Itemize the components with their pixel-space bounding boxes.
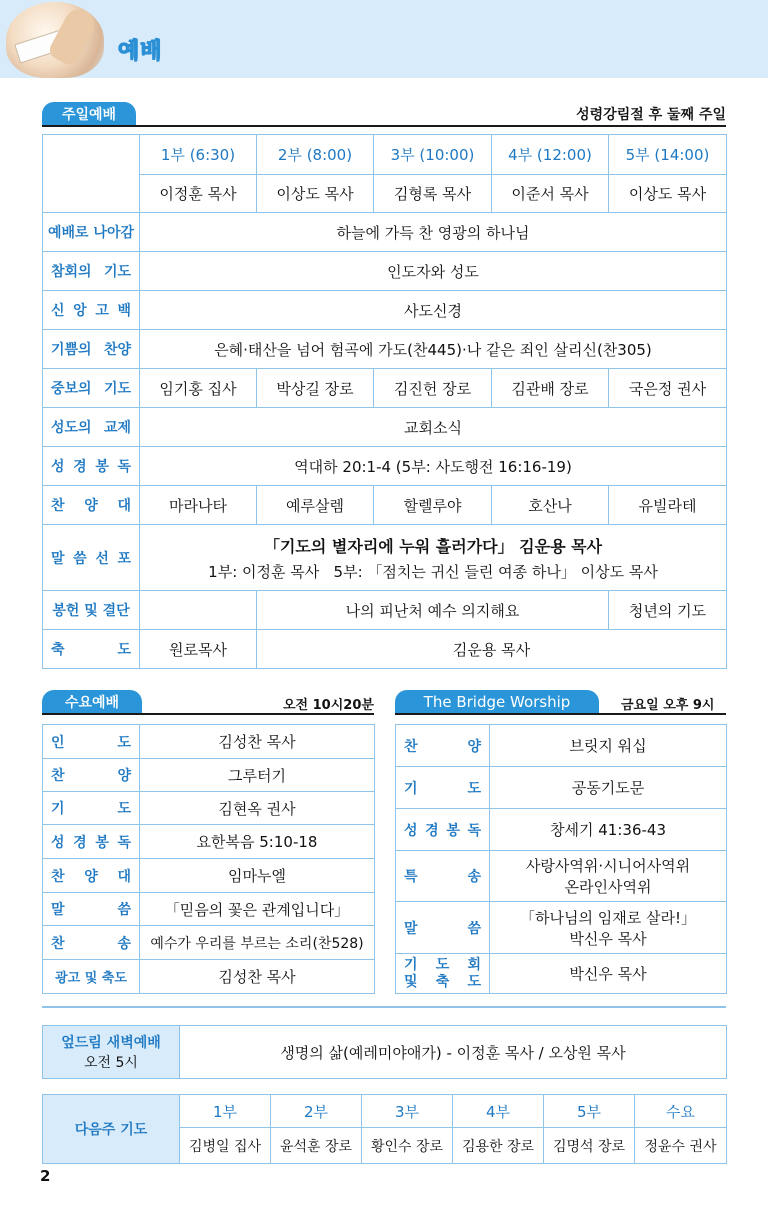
- row-label: 찬 송: [43, 926, 140, 960]
- row-label: 말 씀: [396, 902, 490, 954]
- row-value: 「믿음의 꽃은 관계입니다」: [140, 893, 375, 926]
- nextweek-label: 다음주 기도: [43, 1095, 180, 1164]
- service-header: 2부 (8:00): [257, 135, 374, 175]
- wednesday-table: [42, 724, 375, 994]
- joy-hymn-value: 은혜·태산을 넘어 험곡에 가도(찬445)·나 같은 죄인 살리신(찬305): [140, 330, 727, 369]
- row-label: 찬 양: [396, 725, 490, 767]
- row-label: 봉헌 및 결단: [43, 591, 140, 630]
- row-label: 기 도: [43, 792, 140, 825]
- nextweek-name: 황인수 장로: [362, 1128, 453, 1164]
- intercession-value: 박상길 장로: [257, 369, 374, 408]
- row-label: 기 도 회: [404, 956, 481, 973]
- row-label: 및 축 도: [404, 973, 481, 990]
- wednesday-time: 오전 10시20분: [283, 698, 374, 713]
- offering-value-5: 청년의 기도: [609, 591, 727, 630]
- row-label: 찬 양 대: [43, 859, 140, 893]
- bridge-tab: The Bridge Worship: [395, 690, 599, 714]
- nextweek-header: 1부: [180, 1095, 271, 1128]
- row-label: 광고 및 축도: [43, 960, 140, 994]
- bridge-table: [395, 724, 727, 994]
- nextweek-name: 김병일 집사: [180, 1128, 271, 1164]
- nextweek-header: 5부: [544, 1095, 635, 1128]
- row-value: 「하나님의 임재로 살라!」: [520, 908, 696, 927]
- sermon-subtitle: 1부: 이정훈 목사 5부: 「점치는 귀신 들린 여종 하나」 이상도 목사: [208, 562, 658, 581]
- row-label: 성 경 봉 독: [43, 447, 140, 486]
- scripture-value: 역대하 20:1-4 (5부: 사도행전 16:16-19): [140, 447, 727, 486]
- row-label: 말 씀: [43, 893, 140, 926]
- row-label: 성 경 봉 독: [43, 825, 140, 859]
- service-header: 5부 (14:00): [609, 135, 727, 175]
- sermon-title: 「기도의 별자리에 누워 흘러가다」 김운용 목사: [263, 536, 603, 556]
- choir-value: 유빌라테: [609, 486, 727, 525]
- row-value: 공동기도문: [490, 767, 727, 809]
- row-value: 온라인사역위: [564, 878, 652, 896]
- row-label: 축 도: [43, 630, 140, 669]
- praying-hands-icon: [47, 4, 100, 68]
- creed-value: 사도신경: [140, 291, 727, 330]
- benediction-value: 김운용 목사: [257, 630, 727, 669]
- row-label: 기 도: [396, 767, 490, 809]
- nextweek-header: 2부: [271, 1095, 362, 1128]
- sunday-tab: 주일예배: [42, 102, 136, 126]
- row-label: 찬 양: [43, 759, 140, 792]
- praying-hands-bible-image: [6, 2, 104, 78]
- bridge-tab-underline: [395, 713, 726, 715]
- row-value: 김성찬 목사: [140, 960, 375, 994]
- row-value: 박신우 목사: [569, 929, 647, 948]
- intercession-value: 국은정 권사: [609, 369, 727, 408]
- row-label: 인 도: [43, 725, 140, 759]
- sunday-subtitle: 성령강림절 후 둘째 주일: [576, 107, 726, 123]
- sunday-service-table: [42, 134, 727, 669]
- dawn-label-cell: [43, 1026, 180, 1079]
- nextweek-table: [42, 1094, 727, 1164]
- row-value: 박신우 목사: [490, 954, 727, 994]
- service-pastor: 이준서 목사: [492, 175, 609, 213]
- nextweek-name: 김명석 장로: [544, 1128, 635, 1164]
- offering-empty: [140, 591, 257, 630]
- section-divider: [42, 1006, 726, 1008]
- intercession-value: 임기홍 집사: [140, 369, 257, 408]
- dawn-time: 오전 5시: [84, 1055, 138, 1071]
- row-value: 예수가 우리를 부르는 소리(찬528): [140, 926, 375, 960]
- page-title: 예배: [118, 39, 163, 64]
- choir-value: 할렐루야: [374, 486, 492, 525]
- row-value-cell: [490, 851, 727, 902]
- row-value-cell: [490, 902, 727, 954]
- benediction-value-1: 원로목사: [140, 630, 257, 669]
- row-label: 예배로 나아감: [43, 213, 140, 252]
- row-value: 사랑사역위·시니어사역위: [525, 857, 691, 875]
- row-value: 창세기 41:36-43: [490, 809, 727, 851]
- confession-value: 인도자와 성도: [140, 252, 727, 291]
- nextweek-name: 정윤수 권사: [635, 1128, 727, 1164]
- offering-value: 나의 피난처 예수 의지해요: [257, 591, 609, 630]
- service-pastor: 이정훈 목사: [140, 175, 257, 213]
- choir-value: 호산나: [492, 486, 609, 525]
- row-value: 브릿지 워십: [490, 725, 727, 767]
- row-label: 성 경 봉 독: [396, 809, 490, 851]
- row-value: 요한복음 5:10-18: [140, 825, 375, 859]
- nextweek-name: 윤석훈 장로: [271, 1128, 362, 1164]
- row-value: 그루터기: [140, 759, 375, 792]
- service-header: 4부 (12:00): [492, 135, 609, 175]
- sunday-tab-underline: [42, 125, 726, 127]
- service-pastor: 김형록 목사: [374, 175, 492, 213]
- sermon-cell: [140, 525, 727, 591]
- row-label: 신 앙 고 백: [43, 291, 140, 330]
- dawn-label: 엎드림 새벽예배: [61, 1035, 161, 1051]
- row-label: 기쁨의 찬양: [43, 330, 140, 369]
- nextweek-name: 김용한 장로: [453, 1128, 544, 1164]
- intercession-value: 김관배 장로: [492, 369, 609, 408]
- choir-value: 마라나타: [140, 486, 257, 525]
- row-label: 특 송: [396, 851, 490, 902]
- row-value: 임마누엘: [140, 859, 375, 893]
- dawn-table: [42, 1025, 727, 1079]
- nextweek-header: 4부: [453, 1095, 544, 1128]
- row-label: 참회의 기도: [43, 252, 140, 291]
- service-header: 3부 (10:00): [374, 135, 492, 175]
- dawn-value: 생명의 삶(예레미야애가) - 이정훈 목사 / 오상원 목사: [180, 1026, 727, 1079]
- row-label-cell: [396, 954, 490, 994]
- service-pastor: 이상도 목사: [257, 175, 374, 213]
- fellowship-value: 교회소식: [140, 408, 727, 447]
- page-number: 2: [40, 1167, 51, 1185]
- wednesday-tab: 수요예배: [42, 690, 142, 714]
- choir-value: 예루살렘: [257, 486, 374, 525]
- row-label: 중보의 기도: [43, 369, 140, 408]
- intercession-value: 김진헌 장로: [374, 369, 492, 408]
- corner-cell: [43, 135, 140, 213]
- nextweek-header: 수요: [635, 1095, 727, 1128]
- page-header: [0, 0, 768, 78]
- service-pastor: 이상도 목사: [609, 175, 727, 213]
- service-header: 1부 (6:30): [140, 135, 257, 175]
- bridge-time: 금요일 오후 9시: [621, 698, 715, 713]
- row-value: 김현옥 권사: [140, 792, 375, 825]
- row-label: 찬 양 대: [43, 486, 140, 525]
- wednesday-tab-underline: [42, 713, 374, 715]
- row-value: 김성찬 목사: [140, 725, 375, 759]
- row-label: 성도의 교제: [43, 408, 140, 447]
- row-label: 말 씀 선 포: [43, 525, 140, 591]
- approach-value: 하늘에 가득 찬 영광의 하나님: [140, 213, 727, 252]
- nextweek-header: 3부: [362, 1095, 453, 1128]
